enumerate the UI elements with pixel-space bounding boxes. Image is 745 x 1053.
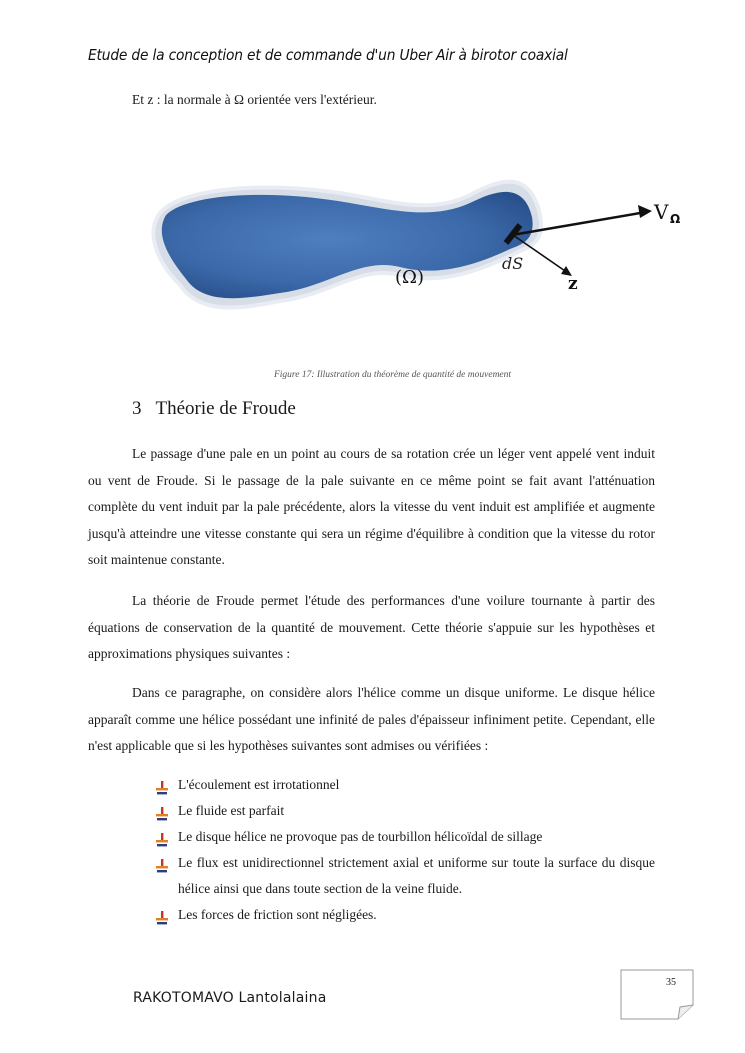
z-label: z	[568, 274, 578, 294]
list-item-text: Le disque hélice ne provoque pas de tourbillon hélicoïdal de sillage	[178, 829, 543, 844]
paragraph-1: Le passage d'une pale en un point au cours de sa rotation crée un léger vent appelé vent induit ou vent de Froude. Si le passage de la pale suivante en ce même point se fait avant l'atténuation complète du vent induit par la pale précédente, alors la vitesse du vent induit est amplifiée et augmente jusqu'à atteindre une vitesse constante qui sera un régime d'équilibre à condition que la vitesse du rotor soit maintenue constante.	[88, 446, 655, 567]
list-item-text: L'écoulement est irrotationnel	[178, 777, 340, 792]
footer-author: RAKOTOMAVO Lantolalaina	[133, 990, 327, 1006]
page-number: 35	[666, 977, 676, 988]
section-heading	[132, 398, 296, 420]
figure-illustration	[140, 175, 720, 340]
list-item	[155, 772, 655, 798]
list-item-text: Les forces de friction sont négligées.	[178, 907, 377, 922]
paragraph-2: La théorie de Froude permet l'étude des performances d'une voilure tournante à partir des équations de conservation de la quantité de mouvement. Cette théorie s'appuie sur les hypothèses et approximations physiques suivantes :	[88, 593, 655, 661]
bullet-icon	[155, 830, 169, 844]
intro-line: Et z : la normale à Ω orientée vers l'extérieur.	[132, 92, 377, 107]
velocity-label: V	[654, 200, 669, 224]
running-header: Etude de la conception et de commande d'un Uber Air à birotor coaxial	[88, 46, 568, 64]
ds-label: dS	[502, 254, 524, 273]
omega-label: (Ω)	[395, 267, 424, 288]
section-number: 3	[132, 398, 142, 419]
velocity-arrowhead	[638, 205, 652, 218]
list-item-text: Le fluide est parfait	[178, 803, 285, 818]
list-item	[155, 824, 655, 850]
figure-svg	[140, 175, 720, 335]
list-item	[155, 902, 655, 928]
hypotheses-list	[155, 772, 655, 928]
list-item	[155, 798, 655, 824]
section-title: Théorie de Froude	[155, 398, 296, 419]
list-item-text: Le flux est unidirectionnel strictement axial et uniforme sur toute la surface du disque hélice ainsi que dans toute section de la veine fluide.	[178, 855, 655, 896]
figure-caption: Figure 17: Illustration du théorème de quantité de mouvement	[273, 370, 512, 380]
bullet-icon	[155, 856, 169, 870]
bullet-icon	[155, 804, 169, 818]
list-item	[155, 850, 655, 902]
paragraph-3: Dans ce paragraphe, on considère alors l'hélice comme un disque uniforme. Le disque hélice apparaît comme une hélice possédant une infinité de pales d'épaisseur infiniment petite. Cependant, elle n'est applicable que si les hypothèses suivantes sont admises ou vérifiées :	[88, 685, 655, 753]
bullet-icon	[155, 778, 169, 792]
velocity-subscript: Ω	[670, 212, 681, 226]
bullet-icon	[155, 908, 169, 922]
